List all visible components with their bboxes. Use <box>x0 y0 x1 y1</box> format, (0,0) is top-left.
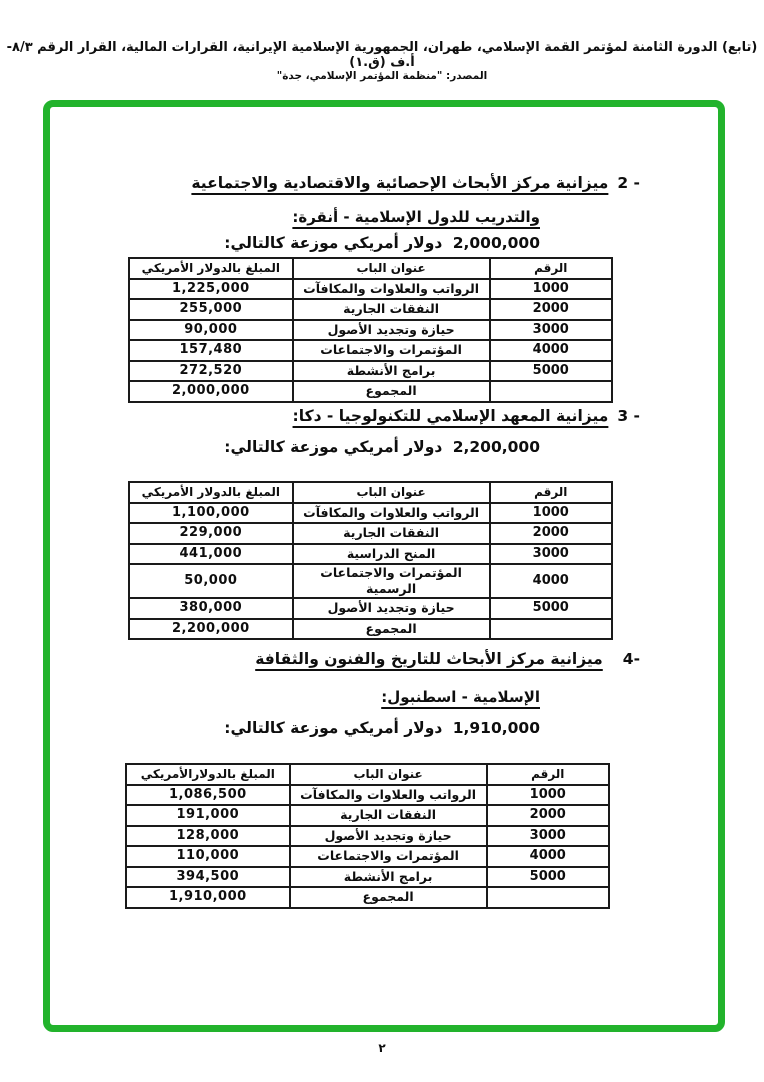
table-row: 2000 النفقات الجارية 191,000 <box>126 805 609 826</box>
section-2-amount-line <box>224 234 540 252</box>
column-header-number: الرقم <box>490 258 613 279</box>
section-2-amount-text: دولار أمريكي موزعة كالتالي: <box>224 234 443 252</box>
section-4-title-line1: ميزانية مركز الأبحاث للتاريخ والفنون والثقافة <box>255 650 603 668</box>
document-source-line: المصدر: "منظمة المؤتمر الإسلامي، جدة" <box>276 70 488 82</box>
section-4-amount-text: دولار أمريكي موزعة كالتالي: <box>224 719 443 737</box>
column-header-number: الرقم <box>487 764 610 785</box>
section-4-amount-value: 1,910,000 <box>452 719 540 737</box>
table-row: 1000 الرواتب والعلاوات والمكافآت 1,100,000 <box>129 503 612 524</box>
section-3-amount-value: 2,200,000 <box>452 438 540 456</box>
table-row: 4000 المؤتمرات والاجتماعات 157,480 <box>129 340 612 361</box>
section-4-amount-line <box>224 719 540 737</box>
section-2-heading <box>191 174 640 192</box>
table-row: 4000 المؤتمرات والاجتماعات 110,000 <box>126 846 609 867</box>
page-number: ٢ <box>378 1041 386 1055</box>
section-4-heading <box>255 650 640 668</box>
table-row: 2000 النفقات الجارية 255,000 <box>129 299 612 320</box>
section-4-number: 4- <box>622 650 640 668</box>
table-row: 1000 الرواتب والعلاوات والمكافآت 1,086,500 <box>126 785 609 806</box>
document-header-line1: (تابع) الدورة الثامنة لمؤتمر القمة الإسلامي، طهران، الجمهورية الإسلامية الإيرانية، القرارات المالية، القرار الرقم ٨/٣-أ.ف (ق.١) <box>6 40 758 70</box>
section-2-title-line1: ميزانية مركز الأبحاث الإحصائية والاقتصادية والاجتماعية <box>191 174 609 192</box>
table-row: 5000 برامج الأنشطة 272,520 <box>129 361 612 382</box>
column-header-amount: المبلغ بالدولار الأمريكي <box>129 482 293 503</box>
table-row: 2000 النفقات الجارية 229,000 <box>129 523 612 544</box>
section-2-number: 2 - <box>617 174 640 192</box>
section-3-amount-line <box>224 438 540 456</box>
table-header-row <box>129 258 612 279</box>
table-row: 5000 حيازة وتجديد الأصول 380,000 <box>129 598 612 619</box>
table-total-row: المجموع 1,910,000 <box>126 887 609 908</box>
section-2-amount-value: 2,000,000 <box>452 234 540 252</box>
table-row: 3000 المنح الدراسية 441,000 <box>129 544 612 565</box>
section-3-amount-text: دولار أمريكي موزعة كالتالي: <box>224 438 443 456</box>
budget-table-ankara <box>128 257 613 403</box>
table-row: 4000 المؤتمرات والاجتماعات الرسمية 50,000 <box>129 564 612 598</box>
section-3-number: 3 - <box>617 407 640 425</box>
column-header-item: عنوان الباب <box>290 764 487 785</box>
section-4-heading-line2: الإسلامية - اسطنبول: <box>381 688 540 706</box>
column-header-item: عنوان الباب <box>293 258 490 279</box>
column-header-item: عنوان الباب <box>293 482 490 503</box>
section-2-heading-line2: والتدريب للدول الإسلامية - أنقرة: <box>292 208 540 226</box>
section-3-title-line1: ميزانية المعهد الإسلامي للتكنولوجيا - دكا: <box>292 407 609 425</box>
column-header-amount: المبلغ بالدولار الأمريكي <box>129 258 293 279</box>
table-total-row: المجموع 2,000,000 <box>129 381 612 402</box>
column-header-amount: المبلغ بالدولارالأمريكي <box>126 764 290 785</box>
section-3-heading <box>293 407 640 425</box>
budget-table-dhaka <box>128 481 613 640</box>
column-header-number: الرقم <box>490 482 613 503</box>
table-header-row <box>129 482 612 503</box>
table-header-row <box>126 764 609 785</box>
budget-table-istanbul <box>125 763 610 909</box>
table-row: 3000 حيازة وتجديد الأصول 128,000 <box>126 826 609 847</box>
table-total-row: المجموع 2,200,000 <box>129 619 612 640</box>
table-row: 5000 برامج الأنشطة 394,500 <box>126 867 609 888</box>
table-row: 1000 الرواتب والعلاوات والمكافآت 1,225,000 <box>129 279 612 300</box>
table-row: 3000 حيازة وتجديد الأصول 90,000 <box>129 320 612 341</box>
